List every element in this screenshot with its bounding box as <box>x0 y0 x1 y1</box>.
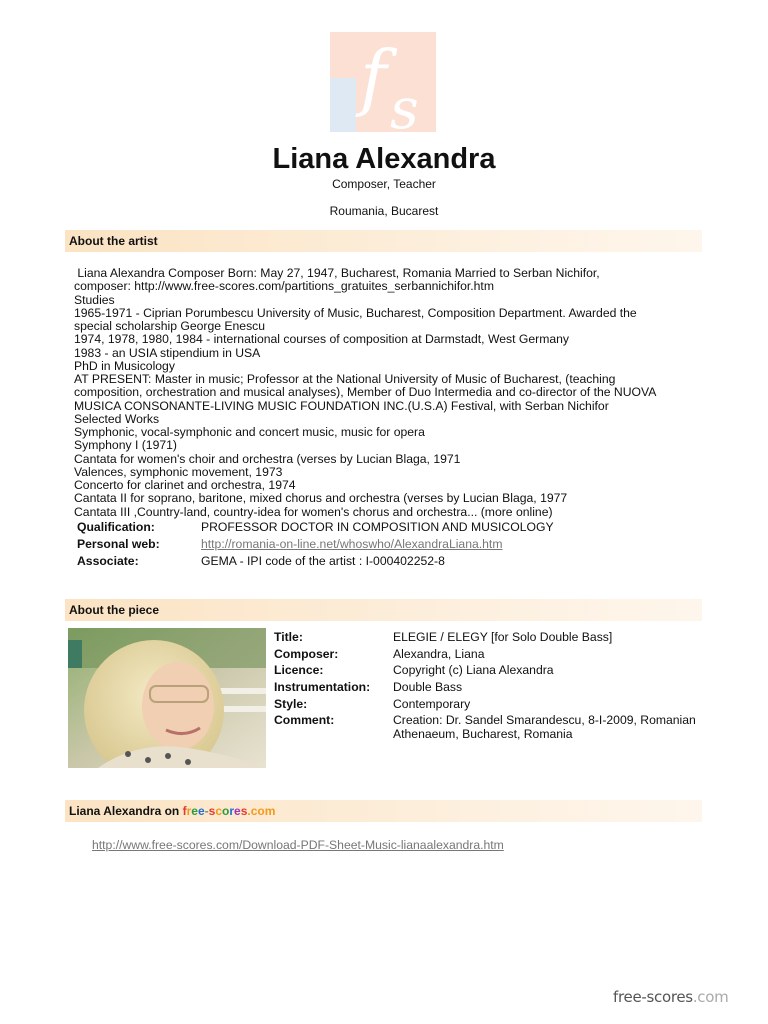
wordmark-letter: e <box>234 804 241 818</box>
bio-line: 1965-1971 - Ciprian Porumbescu University of Music, Bucharest, Composition Department. Awarded the <box>74 305 637 320</box>
svg-text:s: s <box>390 77 419 132</box>
personal-web-link[interactable]: http://romania-on-line.net/whoswho/AlexandraLiana.htm <box>201 537 503 551</box>
piece-instrumentation-label: Instrumentation: <box>274 680 371 694</box>
free-scores-wordmark <box>183 804 276 818</box>
bio-line: MUSICA CONSONANTE-LIVING MUSIC FOUNDATION INC.(U.S.A) Festival, with Serban Nichifor <box>74 398 609 413</box>
bio-line: Valences, symphonic movement, 1973 <box>74 464 283 479</box>
svg-text:f: f <box>360 35 387 119</box>
bio-line: Cantata II for soprano, baritone, mixed chorus and orchestra (verses by Lucian Blaga, 1977 <box>74 491 568 506</box>
wordmark-letter: f <box>182 804 187 818</box>
footer-logo <box>613 988 728 1006</box>
bio-line: special scholarship George Enescu <box>74 319 266 333</box>
qualification-label: Qualification: <box>77 520 155 534</box>
about-artist-heading: About the artist <box>65 230 702 252</box>
piece-title-label: Title: <box>274 630 303 644</box>
bio-line: Symphony I (1971) <box>74 438 177 453</box>
piece-licence-label: Licence: <box>274 663 324 677</box>
bio-line: 1983 - an USIA stipendium in USA <box>74 345 261 360</box>
qualification-value: PROFESSOR DOCTOR IN COMPOSITION AND MUSICOLOGY <box>201 520 554 534</box>
artist-photo <box>68 628 266 768</box>
personal-web-label: Personal web: <box>77 537 160 551</box>
piece-style-value: Contemporary <box>393 696 471 711</box>
bio-line: 1974, 1978, 1980, 1984 - international courses of composition at Darmstadt, West Germany <box>74 332 569 347</box>
bio-line: Symphonic, vocal-symphonic and concert music, music for opera <box>74 425 425 439</box>
bio-line: Cantata III ,Country-land, country-idea for women's chorus and orchestra... (more online) <box>74 504 553 519</box>
on-site-heading-text: Liana Alexandra on <box>69 804 183 818</box>
bio-line: Studies <box>74 292 115 307</box>
wordmark-letter: r <box>229 804 235 818</box>
wordmark-letter: s <box>208 804 216 818</box>
associate-label: Associate: <box>77 554 139 568</box>
bio-line: Cantata for women's choir and orchestra (verses by Lucian Blaga, 1971 <box>74 451 461 466</box>
piece-composer-value: Alexandra, Liana <box>393 646 485 661</box>
artist-bio <box>74 267 704 519</box>
piece-comment-label: Comment: <box>274 713 335 727</box>
wordmark-letter: o <box>222 804 230 818</box>
footer-brand: free-scores <box>613 988 693 1006</box>
bio-line: PhD in Musicology <box>74 358 175 373</box>
bio-line: AT PRESENT: Master in music; Professor at the National University of Music of Bucharest, (teaching <box>74 372 616 386</box>
wordmark-letter: .com <box>247 804 276 818</box>
piece-composer-label: Composer: <box>274 646 339 661</box>
bio-line: Liana Alexandra Composer Born: May 27, 1947, Bucharest, Romania Married to Serban Nichifor, <box>74 266 600 280</box>
bio-line: Selected Works <box>74 411 160 426</box>
bio-line: composition, orchestration and musical analyses), Member of Duo Intermedia and co-director of the NUOVA <box>74 385 657 400</box>
artist-roles: Composer, Teacher <box>332 177 436 191</box>
footer-domain: .com <box>692 988 729 1006</box>
wordmark-letter: s <box>240 804 248 818</box>
piece-comment-line: Athenaeum, Bucharest, Romania <box>393 727 573 741</box>
piece-title-value: ELEGIE / ELEGY [for Solo Double Bass] <box>393 630 613 644</box>
piece-style-label: Style: <box>274 696 308 711</box>
wordmark-letter: r <box>186 804 192 818</box>
wordmark-letter: c <box>215 804 223 818</box>
artist-name: Liana Alexandra <box>272 143 496 175</box>
piece-instrumentation-value: Double Bass <box>393 680 463 694</box>
associate-value: GEMA - IPI code of the artist : I-000402252-8 <box>201 554 445 568</box>
free-scores-artist-link[interactable]: http://www.free-scores.com/Download-PDF-Sheet-Music-lianaalexandra.htm <box>92 838 504 852</box>
piece-licence-value: Copyright (c) Liana Alexandra <box>393 663 554 677</box>
on-site-heading <box>65 800 702 822</box>
wordmark-letter: - <box>204 804 209 818</box>
bio-line: composer: http://www.free-scores.com/partitions_gratuites_serbannichifor.htm <box>74 279 494 294</box>
artist-location: Roumania, Bucarest <box>329 204 439 218</box>
free-scores-logo <box>330 32 436 132</box>
piece-comment-line: Creation: Dr. Sandel Smarandescu, 8-I-2009, Romanian <box>393 713 696 727</box>
about-piece-heading: About the piece <box>65 599 702 621</box>
wordmark-letter: e <box>191 804 198 818</box>
wordmark-letter: e <box>197 804 205 818</box>
bio-line: Concerto for clarinet and orchestra, 1974 <box>74 478 296 492</box>
